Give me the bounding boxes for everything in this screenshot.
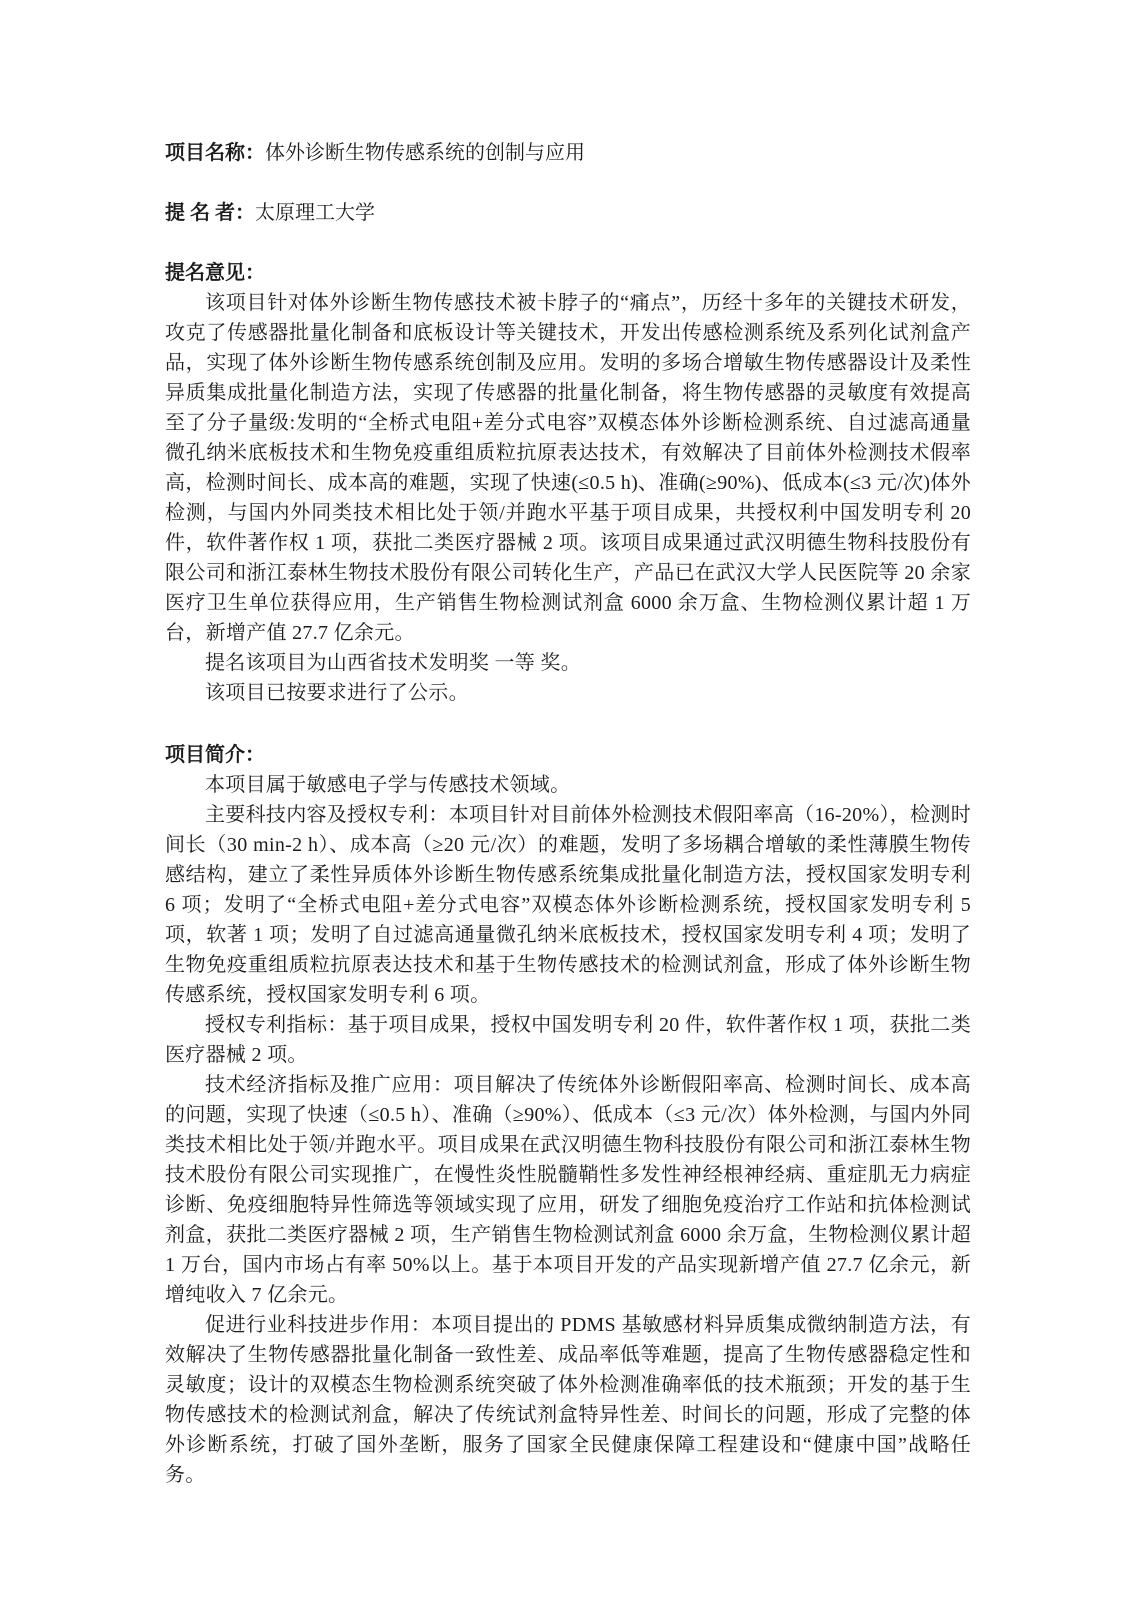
nominator-value: 太原理工大学 [255,202,375,224]
nominator-line [165,198,971,228]
nomination-opinion-heading: 提名意见： [165,262,265,284]
nominator-label: 提 名 者： [165,202,255,224]
nomination-award-paragraph: 提名该项目为山西省技术发明奖 一等 奖。 [205,652,581,674]
economic-index-application-paragraph: 技术经济指标及推广应用：项目解决了传统体外诊断假阳率高、检测时间长、成本高的问题，实现了快速（≤0.5 h）、准确（≥90%）、低成本（≤3 元/次）体外检测，与国内外同类技术相比处于领/并跑水平。项目成果在武汉明德生物科技股份有限公司和浙江泰林生物技术股份有限公司实现推广，在慢性炎性脱髓鞘性多发性神经根神经病、重症肌无力病症诊断、免疫细胞特异性筛选等领域实现了应用，研发了细胞免疫治疗工作站和抗体检测试剂盒，获批二类医疗器械 2 项，生产销售生物检测试剂盒 6000 余万盒，生物检测仪累计超 1 万台，国内市场占有率 50%以上。基于本项目开发的产品实现新增产值 27.7 亿余元，新增纯收入 7 亿余元。 [165,1074,971,1306]
project-field-paragraph: 本项目属于敏感电子学与传感技术领域。 [205,774,571,796]
patent-index-paragraph: 授权专利指标：基于项目成果，授权中国发明专利 20 件，软件著作权 1 项，获批二类医疗器械 2 项。 [165,1014,971,1066]
main-content-patents-paragraph: 主要科技内容及授权专利：本项目针对目前体外检测技术假阳率高（16-20%），检测时间长（30 min-2 h）、成本高（≥20 元/次）的难题，发明了多场耦合增敏的柔性薄膜生物传感结构，建立了柔性异质体外诊断生物传感系统集成批量化制造方法，授权国家发明专利 6 项；发明了“全桥式电阻+差分式电容”双模态体外诊断检测系统，授权国家发明专利 5 项，软著 1 项；发明了自过滤高通量微孔纳米底板技术，授权国家发明专利 4 项；发明了生物免疫重组质粒抗原表达技术和基于生物传感技术的检测试剂盒，形成了体外诊断生物传感系统，授权国家发明专利 6 项。 [165,804,971,1006]
nomination-publicity-paragraph: 该项目已按要求进行了公示。 [205,682,469,704]
project-name-value: 体外诊断生物传感系统的创制与应用 [265,142,585,164]
project-summary-heading: 项目简介： [165,744,265,766]
project-name-line [165,138,971,168]
industry-progress-paragraph: 促进行业科技进步作用：本项目提出的 PDMS 基敏感材料异质集成微纳制造方法，有效解决了生物传感器批量化制备一致性差、成品率低等难题，提高了生物传感器稳定性和灵敏度；设计的双模态生物检测系统突破了体外检测准确率低的技术瓶颈；开发的基于生物传感技术的检测试剂盒，解决了传统试剂盒特异性差、时间长的问题，形成了完整的体外诊断系统，打破了国外垄断，服务了国家全民健康保障工程建设和“健康中国”战略任务。 [165,1314,971,1486]
project-name-label: 项目名称： [165,142,265,164]
nomination-opinion-paragraph: 该项目针对体外诊断生物传感技术被卡脖子的“痛点”，历经十多年的关键技术研发，攻克了传感器批量化制备和底板设计等关键技术，开发出传感检测系统及系列化试剂盒产品，实现了体外诊断生物传感系统创制及应用。发明的多场合增敏生物传感器设计及柔性异质集成批量化制造方法，实现了传感器的批量化制备，将生物传感器的灵敏度有效提高至了分子量级:发明的“全桥式电阻+差分式电容”双模态体外诊断检测系统、自过滤高通量微孔纳米底板技术和生物免疫重组质粒抗原表达技术，有效解决了目前体外检测技术假率高，检测时间长、成本高的难题，实现了快速(≤0.5 h)、准确(≥90%)、低成本(≤3 元/次)体外检测，与国内外同类技术相比处于领/并跑水平基于项目成果，共授权利中国发明专利 20 件，软件著作权 1 项，获批二类医疗器械 2 项。该项目成果通过武汉明德生物科技股份有限公司和浙江泰林生物技术股份有限公司转化生产，产品已在武汉大学人民医院等 20 余家医疗卫生单位获得应用，生产销售生物检测试剂盒 6000 余万盒、生物检测仪累计超 1 万台，新增产值 27.7 亿余元。 [165,292,971,644]
